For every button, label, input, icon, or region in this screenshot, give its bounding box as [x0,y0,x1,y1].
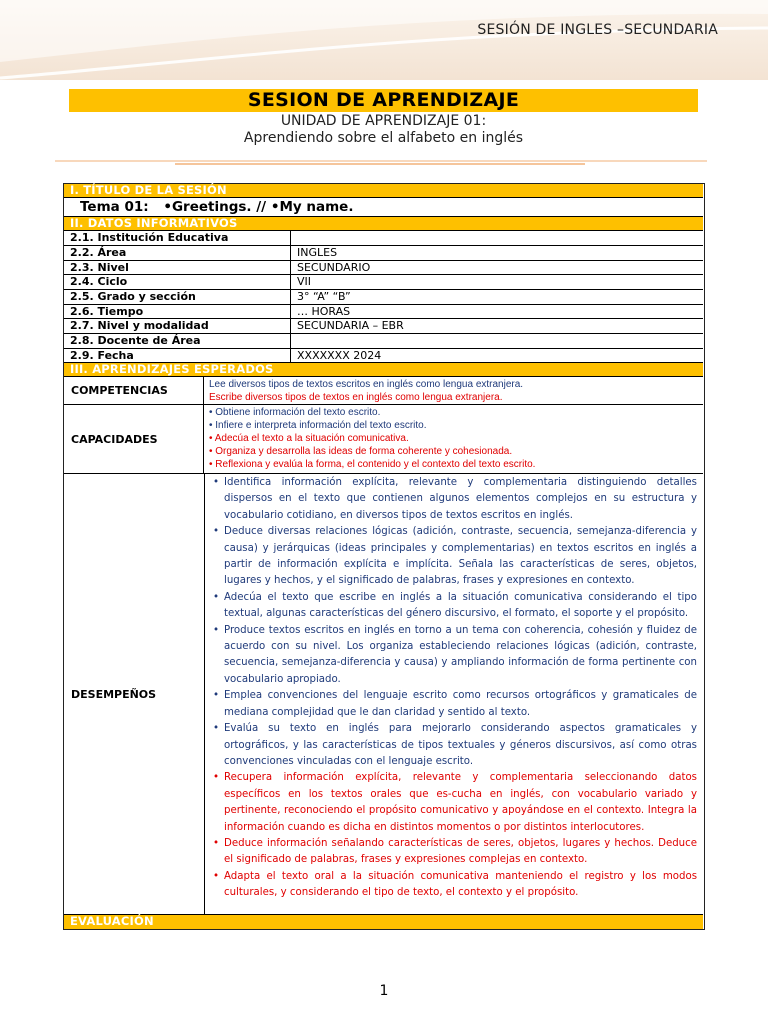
desempeno-item: • Deduce información señalando características de seres, objetos, lugares y hechos. Deduce el significado de palabras, frases y expresiones complejas en contexto. [211,836,697,869]
tema-item-my-name: •My name. [270,199,354,215]
desempenos-label: DESEMPEÑOS [64,474,205,914]
datos-value: 3° “A” “B” [297,290,351,303]
desempeno-item: • Adapta el texto oral a la situación comunicativa manteniendo el registro y los modos culturales, y considerando el tipo de texto, el contexto y el propósito. [211,869,697,902]
decorative-separator [55,156,707,170]
datos-value: INGLES [297,246,338,259]
competencias-row [64,377,703,405]
unit-subtitle: Aprendiendo sobre el alfabeto en inglés [243,130,524,146]
datos-row [64,305,703,319]
capacidad-item: • Reflexiona y evalúa la forma, el contenido y el contexto del texto escrito. [209,459,536,470]
datos-row [64,246,703,261]
datos-row [64,334,703,349]
running-header: SESIÓN DE INGLES –SECUNDARIA [477,22,718,38]
datos-label: 2.1. Institución Educativa [64,231,291,245]
capacidades-row [64,405,703,474]
datos-row [64,319,703,334]
datos-row [64,261,703,275]
section-2-heading: II. DATOS INFORMATIVOS [64,217,703,231]
unit-label: UNIDAD DE APRENDIZAJE 01: [280,113,487,129]
datos-value: … HORAS [297,305,351,318]
datos-label: 2.2. Área [64,246,291,260]
capacidad-item: • Infiere e interpreta información del texto escrito. [209,420,427,431]
desempenos-row [64,474,703,915]
datos-label: 2.9. Fecha [64,349,291,362]
desempeno-item: • Produce textos escritos en inglés en torno a un tema con coherencia, cohesión y fluidez de acuerdo con su nivel. Los organiza estableciendo relaciones lógicas (adición, contraste, secuencia, semejanza-diferencia y causa) y ampliando información de forma pertinente con vocabulario apropiado. [211,623,697,689]
datos-value: XXXXXXX 2024 [297,349,382,362]
section-3-heading: III. APRENDIZAJES ESPERADOS [64,363,703,377]
competencia-item: Escribe diversos tipos de textos en inglés como lengua extranjera. [209,392,503,403]
desempeno-item: • Evalúa su texto en inglés para mejorarlo considerando aspectos gramaticales y ortográficos, y las características de tipos textuales y géneros discursivos, así como otras convenciones vinculadas con el lenguaje escrito. [211,721,697,770]
desempeno-item: • Recupera información explícita, relevante y complementaria seleccionando datos específicos en los textos orales que es-cucha en inglés, con vocabulario variado y pertinente, reconociendo el propósito comunicativo y apoyándose en el contexto. Integra la información cuando es dicha en distintos momentos o por distintos interlocutores. [211,770,697,836]
desempeno-item: • Deduce diversas relaciones lógicas (adición, contraste, secuencia, semejanza-diferencia y causa) y jerárquicas (ideas principales y complementarias) en textos escritos en inglés a partir de información explícita e implícita. Señala las características de seres, objetos, lugares y hechos, y el significado de palabras, frases y expresiones en contexto. [211,524,697,590]
competencias-label: COMPETENCIAS [64,377,204,404]
desempeno-item: • Adecúa el texto que escribe en inglés a la situación comunicativa considerando el tipo textual, algunas características del género discursivo, el formato, el soporte y el propósito. [211,590,697,623]
desempenos-list [211,475,697,902]
section-1-heading: I. TÍTULO DE LA SESIÓN [64,184,703,198]
competencias-list [205,377,703,405]
page-number: 1 [379,983,389,999]
capacidades-list [205,405,703,474]
section-4-heading: EVALUACIÓN [64,915,703,929]
datos-label: 2.7. Nivel y modalidad [64,319,291,333]
tema-item-greetings: •Greetings. // [163,199,267,215]
session-table [63,183,705,930]
document-title: SESION DE APRENDIZAJE [69,89,698,112]
datos-value: SECUNDARIO [297,261,371,274]
tema-label: Tema 01: [80,199,149,215]
datos-label: 2.4. Ciclo [64,275,291,289]
datos-label: 2.3. Nivel [64,261,291,274]
datos-label: 2.8. Docente de Área [64,334,291,348]
datos-label: 2.6. Tiempo [64,305,291,318]
desempeno-item: • Identifica información explícita, relevante y complementaria distinguiendo detalles dispersos en el texto que contienen algunos elementos complejos en su estructura y vocabulario cotidiano, en diversos tipos de textos escritos en inglés. [211,475,697,524]
datos-row [64,290,703,305]
desempeno-item: • Emplea convenciones del lenguaje escrito como recursos ortográficos y gramaticales de mediana complejidad que le dan claridad y sentido al texto. [211,688,697,721]
datos-row [64,231,703,246]
datos-row [64,275,703,290]
tema-row [64,198,703,217]
datos-value: SECUNDARIA – EBR [297,319,404,332]
header-swoosh [0,0,768,80]
competencia-item: Lee diversos tipos de textos escritos en inglés como lengua extranjera. [209,379,524,390]
capacidad-item: • Obtiene información del texto escrito. [209,407,381,418]
datos-value: VII [297,275,312,288]
datos-label: 2.5. Grado y sección [64,290,291,304]
capacidades-label: CAPACIDADES [64,405,204,473]
capacidad-item: • Organiza y desarrolla las ideas de forma coherente y cohesionada. [209,446,513,457]
datos-row [64,349,703,363]
capacidad-item: • Adecúa el texto a la situación comunicativa. [209,433,409,444]
